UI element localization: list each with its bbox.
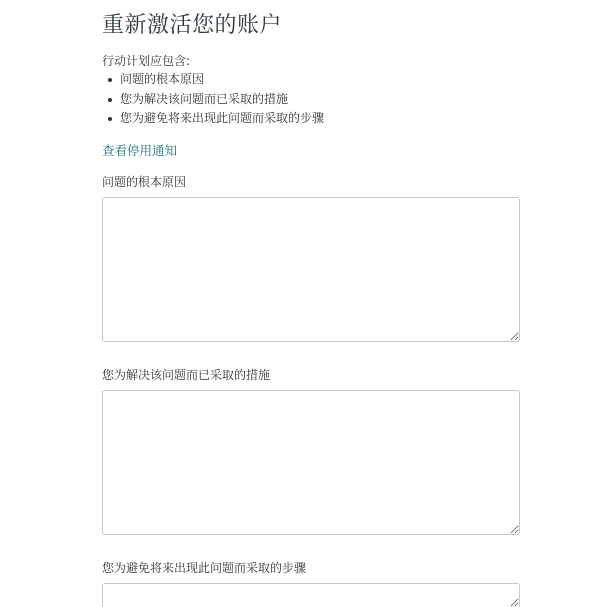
actions-taken-textarea[interactable] — [102, 390, 520, 535]
prevention-steps-label: 您为避免将来出现此问题而采取的步骤 — [102, 561, 307, 575]
list-item: 问题的根本原因 — [104, 70, 324, 90]
view-deactivation-notice-link[interactable]: 查看停用通知 — [102, 143, 178, 158]
actions-taken-label: 您为解决该问题而已采取的措施 — [102, 368, 271, 382]
root-cause-label: 问题的根本原因 — [102, 175, 187, 189]
list-item: 您为避免将来出现此问题而采取的步骤 — [104, 109, 324, 129]
root-cause-textarea[interactable] — [102, 197, 520, 342]
prevention-steps-textarea[interactable] — [102, 583, 520, 607]
action-plan-requirements-list — [104, 70, 324, 129]
page-title: 重新激活您的账户 — [102, 13, 283, 38]
action-plan-intro: 行动计划应包含: — [102, 54, 191, 68]
list-item: 您为解决该问题而已采取的措施 — [104, 90, 324, 110]
